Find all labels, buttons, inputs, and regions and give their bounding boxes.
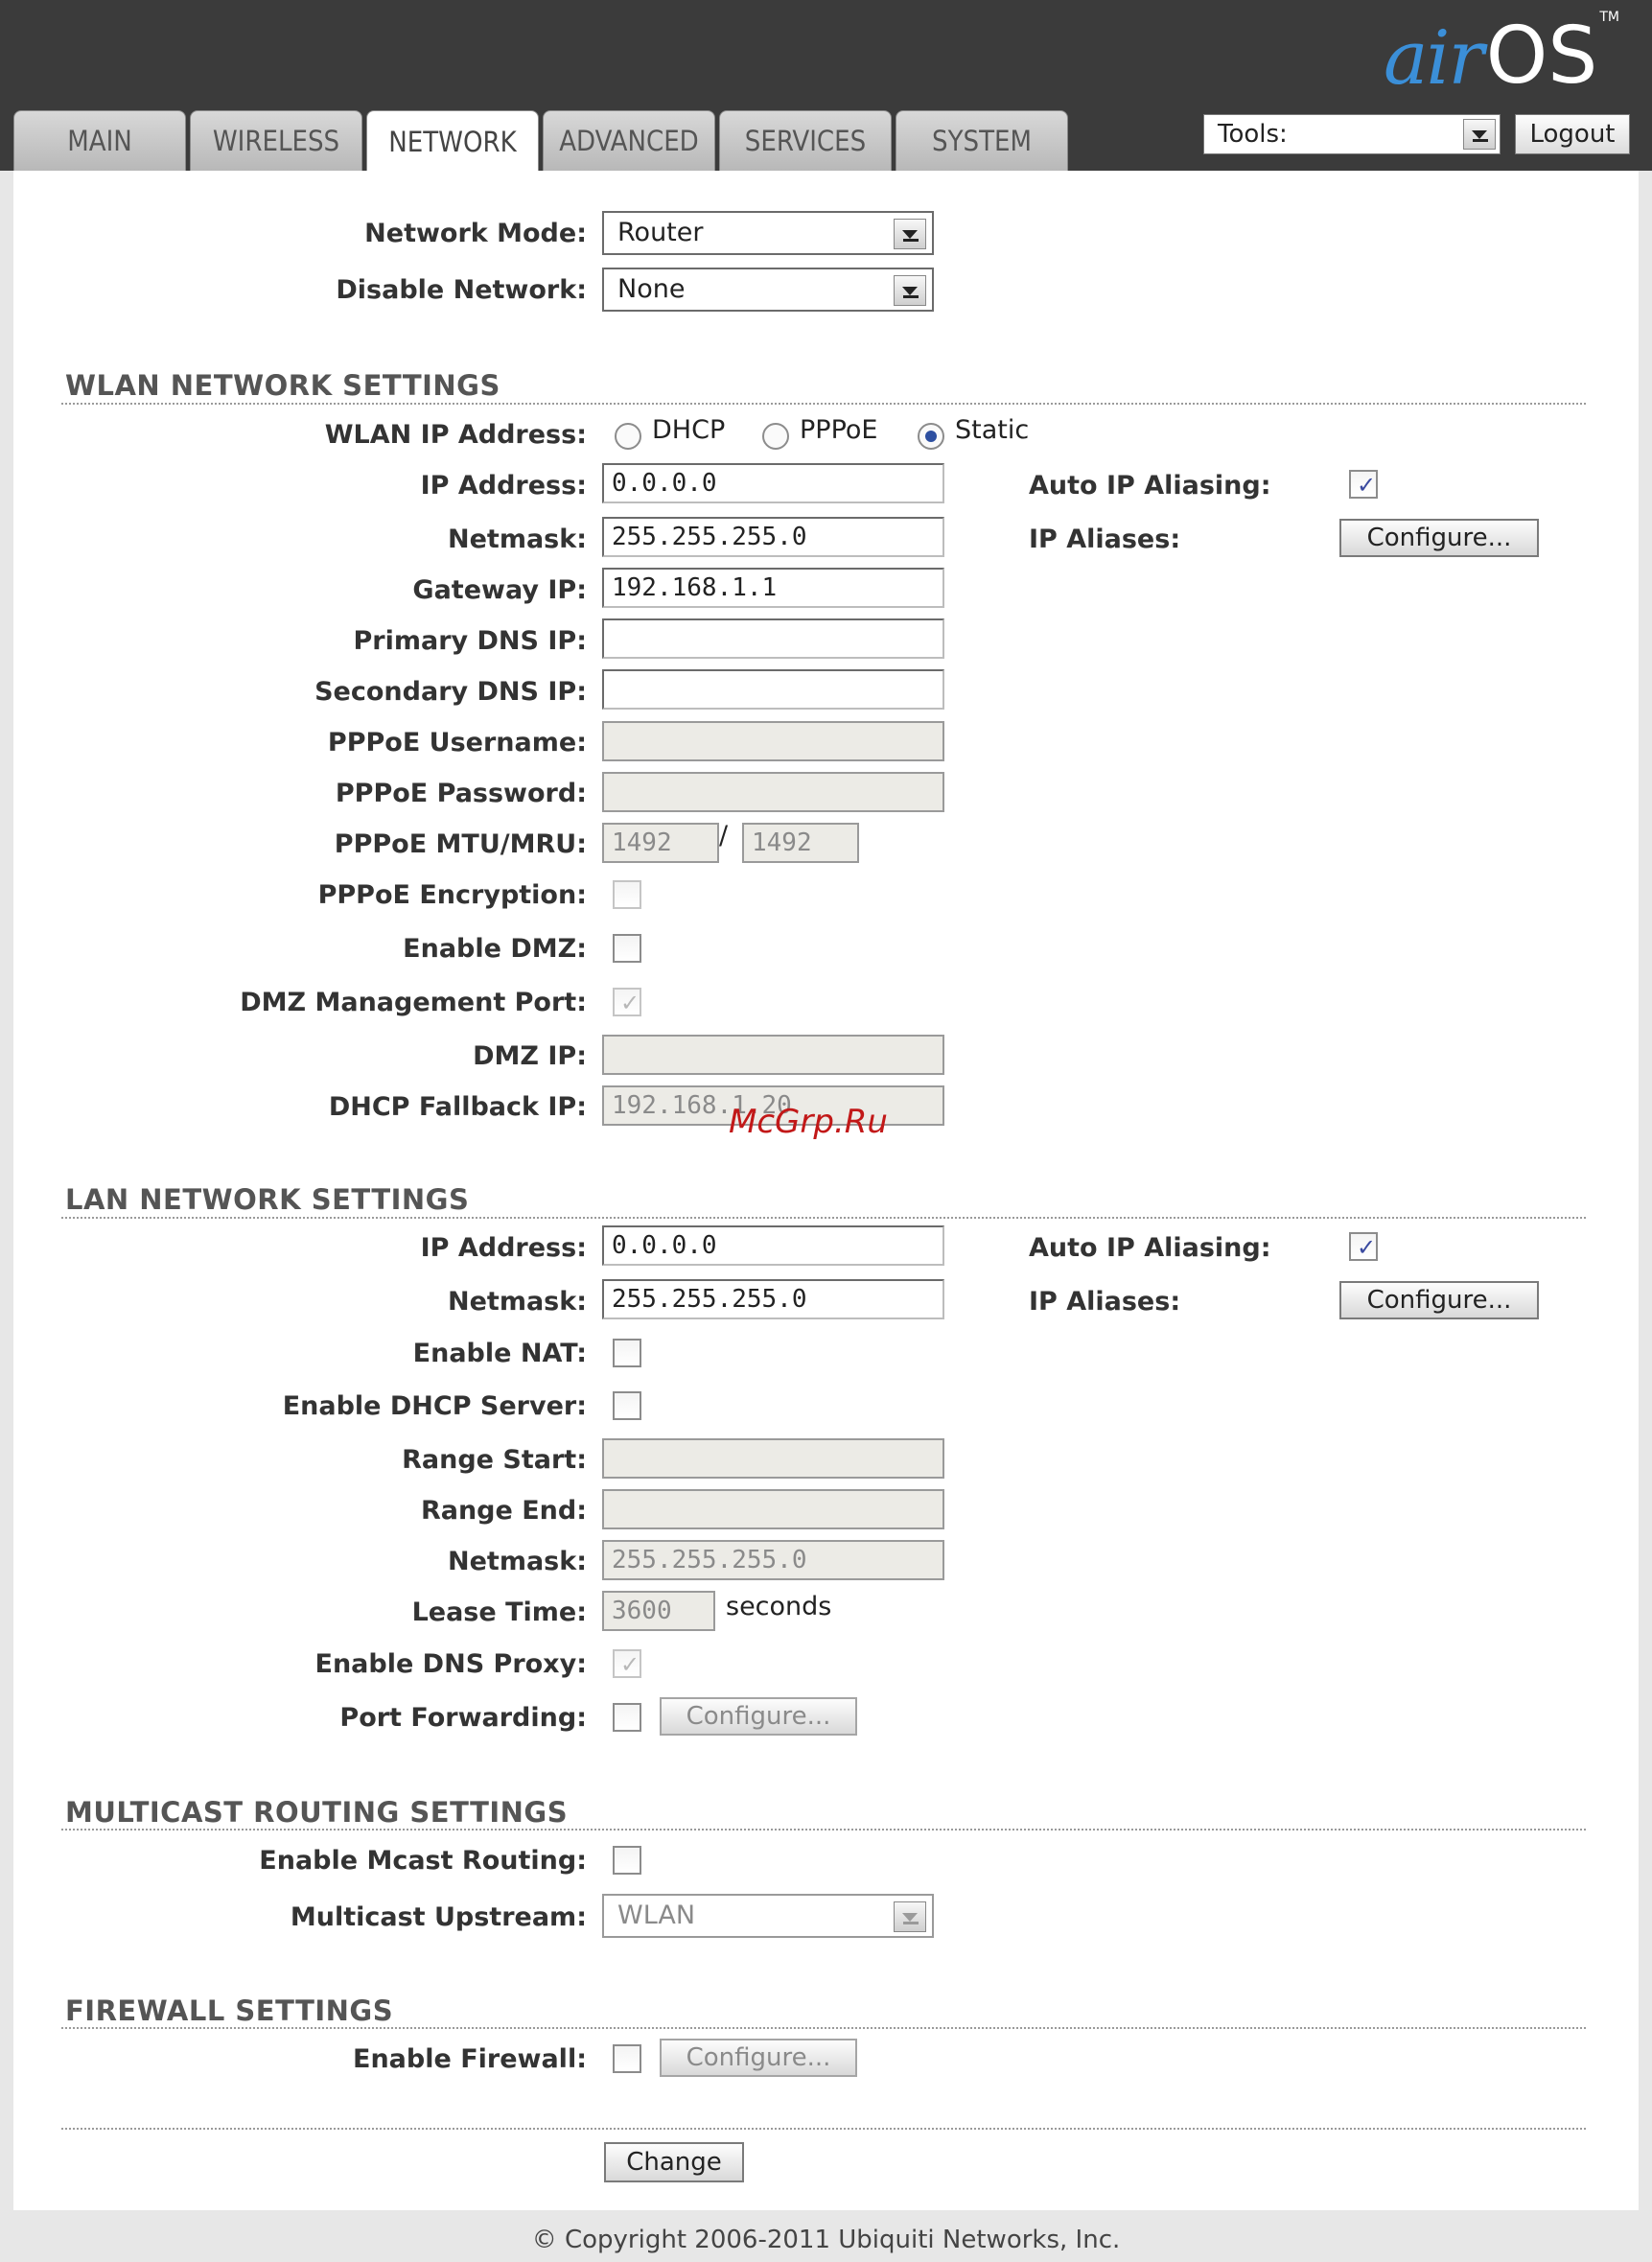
copyright-footer: © Copyright 2006-2011 Ubiquiti Networks, Inc. bbox=[531, 2226, 1121, 2254]
watermark-text: McGrp.Ru bbox=[729, 1103, 888, 1141]
radio-dhcp-label: DHCP bbox=[652, 415, 726, 445]
enable-mcast-checkbox[interactable] bbox=[613, 1846, 641, 1875]
pppoe-username-input[interactable] bbox=[602, 721, 944, 761]
tab-network[interactable]: NETWORK bbox=[366, 110, 539, 172]
network-mode-value: Router bbox=[617, 218, 704, 247]
lan-aliases-configure-button[interactable]: Configure... bbox=[1339, 1281, 1539, 1319]
tools-select[interactable] bbox=[1203, 114, 1501, 154]
chevron-down-icon[interactable] bbox=[894, 1901, 926, 1932]
check-icon: ✓ bbox=[620, 1651, 640, 1678]
divider bbox=[61, 2128, 1586, 2130]
disable-network-label: Disable Network: bbox=[336, 275, 587, 305]
network-mode-select[interactable] bbox=[602, 211, 934, 255]
multicast-upstream-value: WLAN bbox=[617, 1901, 696, 1930]
radio-pppoe-label: PPPoE bbox=[800, 415, 878, 445]
dhcp-fallback-input[interactable]: 192.168.1.20 bbox=[602, 1085, 944, 1126]
range-end-label: Range End: bbox=[420, 1496, 587, 1526]
dhcp-netmask-input[interactable]: 255.255.255.0 bbox=[602, 1540, 944, 1580]
wlan-section-title: WLAN NETWORK SETTINGS bbox=[65, 369, 500, 402]
check-icon: ✓ bbox=[620, 990, 640, 1016]
disable-network-value: None bbox=[617, 274, 686, 304]
wlan-auto-alias-label: Auto IP Aliasing: bbox=[1029, 471, 1271, 501]
tab-main[interactable]: MAIN bbox=[13, 110, 186, 171]
check-icon: ✓ bbox=[1357, 472, 1377, 499]
tools-label: Tools: bbox=[1218, 120, 1288, 149]
firewall-section-title: FIREWALL SETTINGS bbox=[65, 1994, 394, 2027]
enable-mcast-label: Enable Mcast Routing: bbox=[259, 1846, 587, 1876]
lease-time-label: Lease Time: bbox=[411, 1597, 587, 1627]
dmz-ip-label: DMZ IP: bbox=[473, 1041, 587, 1071]
wlan-ip-label: IP Address: bbox=[420, 471, 587, 501]
dhcp-netmask-label: Netmask: bbox=[448, 1547, 587, 1576]
tab-system[interactable]: SYSTEM bbox=[896, 110, 1068, 171]
range-start-input[interactable] bbox=[602, 1438, 944, 1479]
enable-firewall-checkbox[interactable] bbox=[613, 2044, 641, 2073]
logout-button[interactable]: Logout bbox=[1515, 114, 1630, 154]
tab-services[interactable]: SERVICES bbox=[719, 110, 892, 171]
airos-logo bbox=[1384, 8, 1619, 102]
dns-proxy-label: Enable DNS Proxy: bbox=[314, 1649, 587, 1679]
check-icon: ✓ bbox=[1357, 1234, 1377, 1261]
port-forwarding-configure-button[interactable]: Configure... bbox=[660, 1697, 857, 1736]
wlan-ip-mode-label: WLAN IP Address: bbox=[324, 420, 587, 450]
multicast-section-title: MULTICAST ROUTING SETTINGS bbox=[65, 1796, 569, 1829]
chevron-down-icon[interactable] bbox=[1463, 119, 1496, 150]
radio-static-label: Static bbox=[955, 415, 1030, 445]
lan-netmask-input[interactable]: 255.255.255.0 bbox=[602, 1279, 944, 1319]
logo-tm: TM bbox=[1599, 10, 1619, 25]
lan-auto-alias-checkbox[interactable] bbox=[1349, 1232, 1378, 1261]
pppoe-mtu-label: PPPoE MTU/MRU: bbox=[334, 829, 587, 859]
dmz-ip-input[interactable] bbox=[602, 1035, 944, 1075]
secondary-dns-input[interactable] bbox=[602, 669, 944, 710]
enable-dmz-checkbox[interactable] bbox=[613, 934, 641, 963]
dmz-mgmt-port-label: DMZ Management Port: bbox=[240, 988, 587, 1017]
dns-proxy-checkbox[interactable] bbox=[613, 1649, 641, 1678]
pppoe-password-input[interactable] bbox=[602, 772, 944, 812]
enable-dhcp-server-checkbox[interactable] bbox=[613, 1391, 641, 1420]
pppoe-encryption-checkbox[interactable] bbox=[613, 880, 641, 909]
secondary-dns-label: Secondary DNS IP: bbox=[314, 677, 587, 707]
wlan-netmask-label: Netmask: bbox=[448, 525, 587, 554]
divider bbox=[61, 1217, 1586, 1219]
wlan-aliases-label: IP Aliases: bbox=[1029, 525, 1181, 554]
enable-dmz-label: Enable DMZ: bbox=[403, 934, 587, 964]
lease-time-unit: seconds bbox=[726, 1592, 832, 1621]
lan-netmask-label: Netmask: bbox=[448, 1287, 587, 1317]
lan-ip-input[interactable]: 0.0.0.0 bbox=[602, 1225, 944, 1266]
pppoe-encryption-label: PPPoE Encryption: bbox=[317, 880, 587, 910]
gateway-input[interactable]: 192.168.1.1 bbox=[602, 568, 944, 608]
lease-time-input[interactable]: 3600 bbox=[602, 1591, 715, 1631]
divider bbox=[61, 1829, 1586, 1831]
pppoe-mru-input[interactable]: 1492 bbox=[742, 823, 859, 863]
firewall-configure-button[interactable]: Configure... bbox=[660, 2039, 857, 2077]
divider bbox=[61, 403, 1586, 405]
lan-section-title: LAN NETWORK SETTINGS bbox=[65, 1183, 470, 1216]
lan-aliases-label: IP Aliases: bbox=[1029, 1287, 1181, 1317]
enable-firewall-label: Enable Firewall: bbox=[353, 2044, 587, 2074]
dhcp-fallback-label: DHCP Fallback IP: bbox=[328, 1092, 587, 1122]
wlan-ip-input[interactable]: 0.0.0.0 bbox=[602, 463, 944, 503]
chevron-down-icon[interactable] bbox=[894, 275, 926, 306]
port-forwarding-checkbox[interactable] bbox=[613, 1703, 641, 1732]
pppoe-password-label: PPPoE Password: bbox=[335, 779, 587, 808]
main-tabs bbox=[13, 110, 1072, 171]
primary-dns-label: Primary DNS IP: bbox=[353, 626, 587, 656]
range-start-label: Range Start: bbox=[402, 1445, 587, 1475]
wlan-aliases-configure-button[interactable]: Configure... bbox=[1339, 519, 1539, 557]
radio-static[interactable] bbox=[918, 423, 944, 450]
pppoe-mtu-input[interactable]: 1492 bbox=[602, 823, 719, 863]
lan-ip-label: IP Address: bbox=[420, 1233, 587, 1263]
lan-auto-alias-label: Auto IP Aliasing: bbox=[1029, 1233, 1271, 1263]
port-forwarding-label: Port Forwarding: bbox=[339, 1703, 587, 1733]
logo-os: OS bbox=[1485, 11, 1598, 102]
header-bar bbox=[0, 0, 1652, 171]
wlan-netmask-input[interactable]: 255.255.255.0 bbox=[602, 517, 944, 557]
tab-advanced[interactable]: ADVANCED bbox=[543, 110, 715, 171]
pppoe-username-label: PPPoE Username: bbox=[327, 728, 587, 758]
multicast-upstream-label: Multicast Upstream: bbox=[290, 1902, 587, 1932]
primary-dns-input[interactable] bbox=[602, 618, 944, 659]
radio-pppoe[interactable] bbox=[762, 423, 789, 450]
dmz-mgmt-port-checkbox[interactable] bbox=[613, 988, 641, 1016]
change-button[interactable]: Change bbox=[604, 2142, 744, 2182]
radio-dhcp[interactable] bbox=[615, 423, 641, 450]
gateway-label: Gateway IP: bbox=[412, 575, 587, 605]
network-mode-label: Network Mode: bbox=[364, 219, 587, 248]
disable-network-select[interactable] bbox=[602, 268, 934, 312]
divider bbox=[61, 2027, 1586, 2029]
range-end-input[interactable] bbox=[602, 1489, 944, 1529]
tab-wireless[interactable]: WIRELESS bbox=[190, 110, 362, 171]
enable-nat-label: Enable NAT: bbox=[412, 1339, 587, 1368]
enable-nat-checkbox[interactable] bbox=[613, 1339, 641, 1367]
enable-dhcp-server-label: Enable DHCP Server: bbox=[282, 1391, 587, 1421]
chevron-down-icon[interactable] bbox=[894, 219, 926, 249]
wlan-auto-alias-checkbox[interactable] bbox=[1349, 470, 1378, 499]
multicast-upstream-select[interactable] bbox=[602, 1894, 934, 1938]
mtu-separator: / bbox=[719, 821, 729, 851]
logo-air: air bbox=[1384, 15, 1482, 102]
